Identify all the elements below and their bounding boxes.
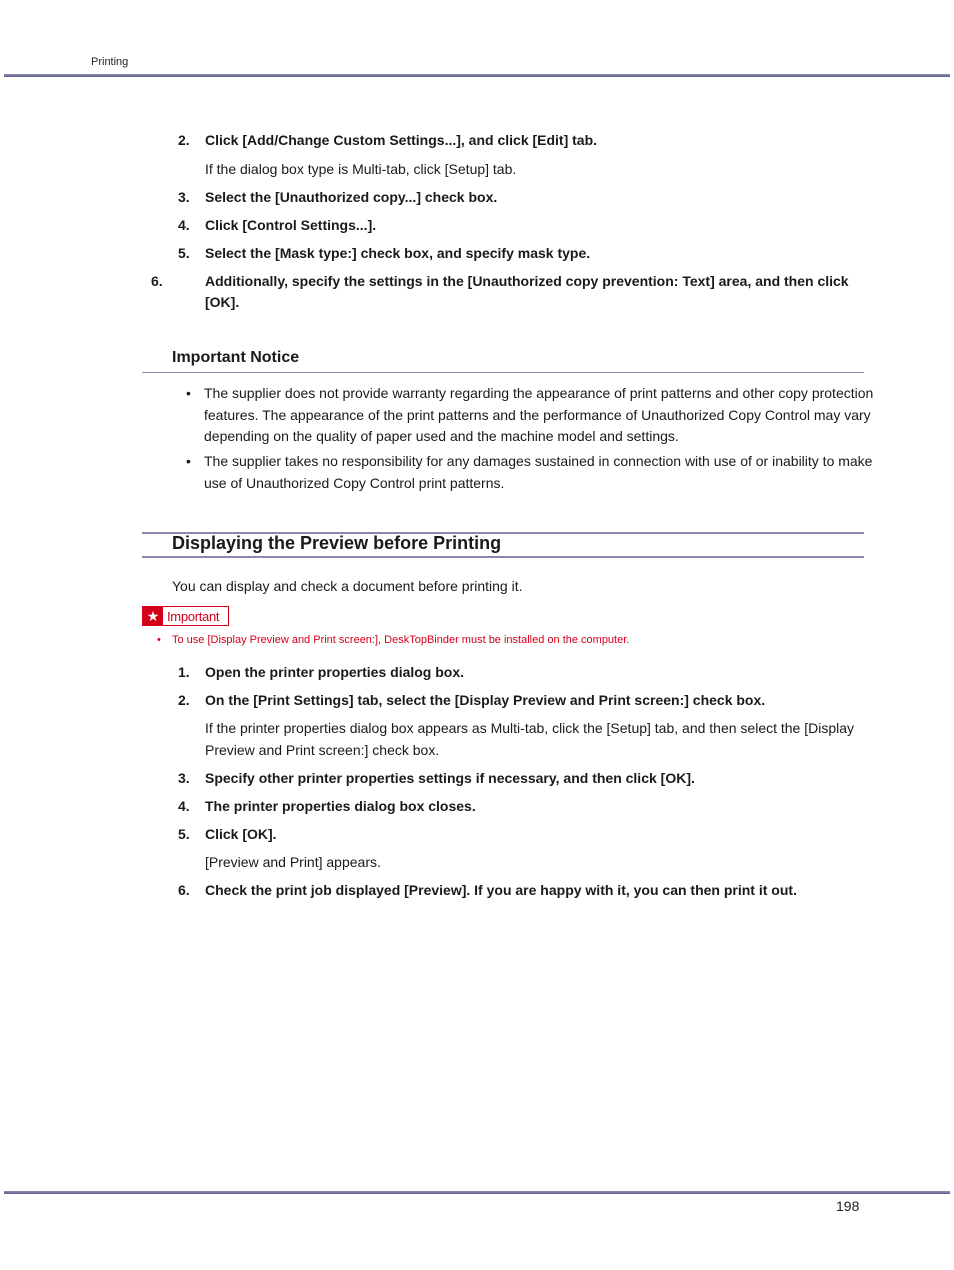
step-a-4: 4. Click [Control Settings...]. xyxy=(178,217,377,233)
notice-bullet: • The supplier takes no responsibility for any damages sustained in connection with use of or inability to make use of Unauthorized Copy Control print patterns. xyxy=(186,453,873,491)
section-rule-bottom xyxy=(142,556,864,558)
running-header: Printing xyxy=(91,56,129,68)
step-a-3: 3. Select the [Unauthorized copy...] check box. xyxy=(178,189,498,205)
step-b-6: 6. Check the print job displayed [Preview]. If you are happy with it, you can then print it out. xyxy=(178,882,797,898)
notice-rule xyxy=(142,372,864,373)
page-number: 198 xyxy=(836,1198,860,1214)
section-heading: Displaying the Preview before Printing xyxy=(172,533,502,553)
step-b-5-note: [Preview and Print] appears. xyxy=(205,854,381,870)
step-a-2-note: If the dialog box type is Multi-tab, click [Setup] tab. xyxy=(205,161,517,177)
step-b-2-note: If the printer properties dialog box appears as Multi-tab, click the [Setup] tab, and then select the [Display Preview and Print screen:] check box. xyxy=(205,720,855,758)
notice-bullet: • The supplier does not provide warranty regarding the appearance of print patterns and other copy protection features. The appearance of the print patterns and the performance of Unauthorized Copy Control may vary depending on the quality of paper used and the machine model and settings. xyxy=(186,385,874,444)
important-badge xyxy=(142,606,229,626)
important-label: Important xyxy=(167,608,220,624)
step-a-2: 2. Click [Add/Change Custom Settings...], and click [Edit] tab. xyxy=(178,132,598,148)
step-b-4: 4. The printer properties dialog box closes. xyxy=(178,798,476,814)
important-notice-heading: Important Notice xyxy=(172,349,300,366)
step-b-2: 2. On the [Print Settings] tab, select the [Display Preview and Print screen:] check box. xyxy=(178,692,766,708)
step-b-5: 5. Click [OK]. xyxy=(178,826,277,842)
step-a-5: 5. Select the [Mask type:] check box, and specify mask type. xyxy=(178,245,591,261)
section-intro: You can display and check a document before printing it. xyxy=(172,578,523,594)
step-b-1: 1. Open the printer properties dialog box. xyxy=(178,664,465,680)
important-note: • To use [Display Preview and Print screen:], DeskTopBinder must be installed on the computer. xyxy=(157,634,630,646)
star-icon: ★ xyxy=(143,607,163,625)
footer-rule xyxy=(4,1191,950,1194)
step-a-6: 6. Additionally, specify the settings in the [Unauthorized copy prevention: Text] area, and then click [OK]. xyxy=(151,273,849,310)
step-b-3: 3. Specify other printer properties settings if necessary, and then click [OK]. xyxy=(178,770,695,786)
header-rule xyxy=(4,74,950,77)
